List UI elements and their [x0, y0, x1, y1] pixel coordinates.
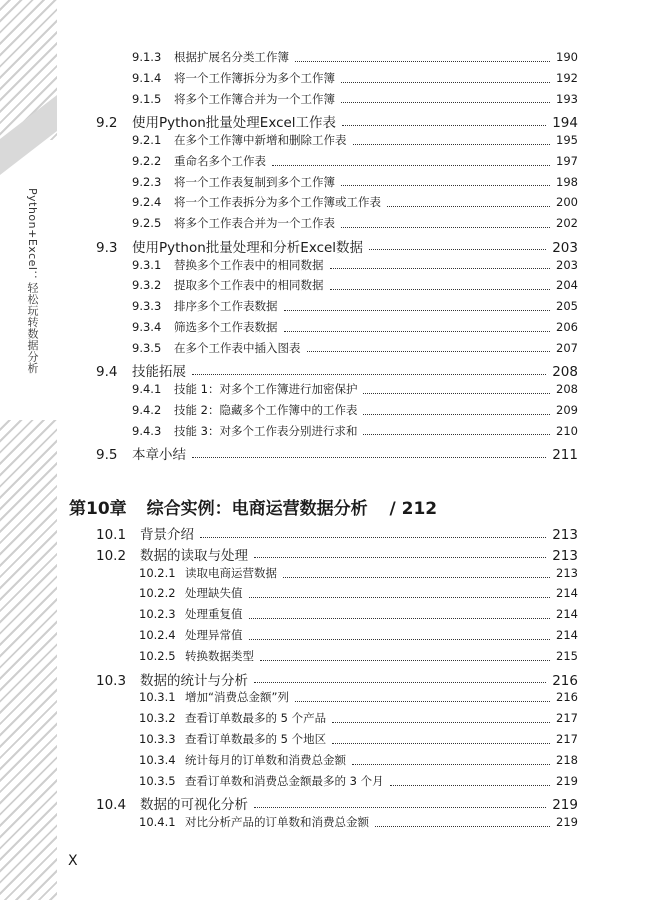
dot-leader — [254, 549, 546, 558]
entry-number: 10.2.1 — [139, 565, 176, 580]
dot-leader — [249, 611, 551, 619]
entry-number: 9.1.4 — [132, 70, 162, 85]
entry-title: 处理缺失值 — [185, 586, 243, 601]
entry-number: 9.3.2 — [132, 278, 162, 293]
chapter-title: 综合实例：电商运营数据分析 — [146, 499, 368, 519]
entry-page: 216 — [556, 690, 578, 705]
entry-number: 10.3.1 — [139, 690, 176, 705]
entry-number: 10.3.3 — [139, 732, 176, 746]
entry-page: 214 — [556, 607, 578, 622]
toc-entry[interactable] — [96, 544, 578, 564]
dot-leader — [284, 324, 551, 332]
entry-page: 204 — [556, 278, 578, 293]
entry-title: 将多个工作表合并为一个工作表 — [174, 216, 335, 230]
entry-page: 216 — [552, 672, 578, 689]
toc-entry[interactable] — [96, 669, 578, 689]
entry-number: 9.5 — [96, 447, 118, 464]
toc-entry[interactable] — [139, 606, 578, 624]
toc-entry[interactable] — [139, 648, 578, 666]
entry-title: 提取多个工作表中的相同数据 — [174, 278, 324, 293]
entry-number: 10.2.4 — [139, 628, 176, 642]
toc-entry[interactable] — [132, 70, 578, 88]
entry-page: 219 — [556, 773, 578, 788]
dot-leader — [341, 179, 550, 187]
entry-page: 217 — [556, 732, 578, 746]
entry-number: 9.3.1 — [132, 257, 162, 272]
toc-entry[interactable] — [132, 132, 578, 150]
dot-leader — [254, 674, 546, 683]
dot-leader — [330, 282, 551, 290]
entry-page: 197 — [556, 153, 578, 168]
entry-title: 查看订单数最多的 5 个地区 — [185, 732, 327, 746]
dot-leader — [330, 262, 551, 270]
toc-entry[interactable] — [96, 111, 578, 131]
toc-entry[interactable] — [132, 174, 578, 192]
dot-leader — [341, 96, 550, 104]
toc-entry[interactable] — [139, 773, 578, 791]
entry-number: 9.3 — [96, 239, 118, 256]
entry-title: 替换多个工作表中的相同数据 — [174, 257, 324, 272]
toc-entry[interactable] — [132, 319, 578, 337]
toc-entry[interactable] — [96, 443, 578, 463]
toc-entry[interactable] — [132, 215, 578, 233]
toc-entry[interactable] — [139, 565, 578, 583]
entry-page: 218 — [556, 752, 578, 767]
chapter-label: 第10章 — [69, 499, 127, 519]
entry-title: 处理异常值 — [185, 628, 243, 642]
entry-number: 9.1.5 — [132, 91, 162, 106]
chapter-page: / 212 — [389, 499, 438, 519]
entry-page: 208 — [552, 364, 578, 381]
dot-leader — [332, 736, 550, 744]
entry-number: 10.2.5 — [139, 648, 176, 663]
entry-title: 将多个工作簿合并为一个工作簿 — [174, 91, 335, 106]
entry-title: 在多个工作簿中新增和删除工作表 — [174, 133, 347, 147]
entry-number: 9.2.2 — [132, 153, 162, 168]
entry-number: 9.2.5 — [132, 216, 162, 230]
dot-leader — [249, 632, 551, 640]
entry-title: 重命名多个工作表 — [174, 153, 266, 168]
entry-page: 194 — [552, 115, 578, 132]
dot-leader — [249, 590, 551, 598]
book-title-vertical: Python+Excel：轻松玩转数据分析 — [26, 188, 39, 374]
entry-page: 192 — [556, 70, 578, 85]
dot-leader — [375, 819, 550, 827]
entry-number: 10.3.2 — [139, 711, 176, 726]
entry-page: 219 — [552, 797, 578, 814]
dot-leader — [260, 653, 550, 661]
dot-leader — [254, 799, 546, 808]
entry-page: 211 — [552, 447, 578, 464]
dot-leader — [363, 407, 550, 415]
toc-entry[interactable] — [132, 49, 578, 67]
entry-number: 9.4 — [96, 364, 118, 381]
entry-title: 读取电商运营数据 — [185, 565, 277, 580]
dot-leader — [284, 303, 551, 311]
entry-page: 203 — [556, 257, 578, 272]
toc-entry[interactable] — [132, 194, 578, 212]
toc-entry[interactable] — [139, 689, 578, 707]
dot-leader — [332, 715, 550, 723]
toc-entry[interactable] — [96, 360, 578, 380]
dot-leader — [295, 694, 550, 702]
entry-page: 213 — [556, 565, 578, 580]
entry-title: 使用Python批量处理和分析Excel数据 — [132, 239, 364, 256]
dot-leader — [353, 137, 551, 145]
toc-entry[interactable] — [139, 814, 578, 832]
entry-title: 技能 2：隐藏多个工作簿中的工作表 — [174, 402, 358, 417]
dot-leader — [283, 570, 550, 578]
toc-entry[interactable] — [139, 710, 578, 728]
dot-leader — [272, 158, 550, 166]
entry-title: 将一个工作表复制到多个工作簿 — [174, 174, 335, 189]
entry-number: 9.3.5 — [132, 340, 162, 355]
entry-number: 10.3.5 — [139, 773, 176, 788]
dot-leader — [307, 345, 551, 353]
entry-number: 9.2 — [96, 115, 118, 132]
entry-title: 技能拓展 — [132, 364, 186, 381]
entry-title: 处理重复值 — [185, 607, 243, 622]
entry-title: 转换数据类型 — [185, 648, 254, 663]
entry-page: 202 — [556, 216, 578, 230]
entry-title: 数据的可视化分析 — [140, 797, 248, 814]
entry-title: 将一个工作表拆分为多个工作簿或工作表 — [174, 195, 381, 210]
entry-number: 10.2.2 — [139, 586, 176, 601]
dot-leader — [341, 75, 550, 83]
entry-page: 214 — [556, 586, 578, 601]
entry-number: 10.4.1 — [139, 815, 176, 830]
entry-title: 排序多个工作表数据 — [174, 299, 278, 313]
entry-number: 9.2.1 — [132, 133, 162, 147]
entry-number: 10.2 — [96, 547, 127, 564]
dot-leader — [390, 778, 550, 786]
toc-entry[interactable] — [132, 298, 578, 316]
dot-leader — [192, 449, 546, 458]
toc-entry[interactable] — [132, 402, 578, 420]
toc-entry[interactable] — [96, 236, 578, 256]
entry-page: 203 — [552, 239, 578, 256]
toc-entry[interactable] — [132, 257, 578, 275]
chapter-heading[interactable] — [69, 494, 437, 519]
entry-number: 10.3.4 — [139, 752, 176, 767]
entry-page: 205 — [556, 299, 578, 313]
dot-leader — [352, 757, 550, 765]
entry-page: 198 — [556, 174, 578, 189]
entry-page: 213 — [552, 547, 578, 564]
entry-number: 9.2.3 — [132, 174, 162, 189]
dot-leader — [341, 220, 550, 228]
entry-title: 对比分析产品的订单数和消费总金额 — [185, 815, 369, 830]
entry-page: 195 — [556, 133, 578, 147]
entry-title: 使用Python批量处理Excel工作表 — [132, 115, 337, 132]
toc-entry[interactable] — [139, 627, 578, 645]
entry-number: 9.3.3 — [132, 299, 162, 313]
entry-page: 206 — [556, 319, 578, 334]
entry-title: 在多个工作表中插入图表 — [174, 340, 301, 355]
toc-entry[interactable] — [139, 731, 578, 749]
toc-entry[interactable] — [139, 585, 578, 603]
entry-number: 10.3 — [96, 672, 127, 689]
toc-entry[interactable] — [139, 752, 578, 770]
entry-page: 200 — [556, 195, 578, 210]
dot-leader — [295, 54, 550, 62]
dot-leader — [369, 241, 546, 250]
entry-title: 根据扩展名分类工作簿 — [174, 50, 289, 64]
entry-number: 10.2.3 — [139, 607, 176, 622]
entry-page: 207 — [556, 340, 578, 355]
entry-title: 筛选多个工作表数据 — [174, 319, 278, 334]
entry-number: 9.2.4 — [132, 195, 162, 210]
dot-leader — [200, 528, 546, 537]
toc-entry[interactable] — [132, 423, 578, 441]
dot-leader — [387, 199, 550, 207]
entry-page: 209 — [556, 402, 578, 417]
entry-title: 技能 3：对多个工作表分别进行求和 — [174, 423, 358, 438]
entry-number: 9.1.3 — [132, 50, 162, 64]
entry-page: 214 — [556, 628, 578, 642]
entry-title: 技能 1：对多个工作簿进行加密保护 — [174, 382, 358, 396]
entry-title: 查看订单数和消费总金额最多的 3 个月 — [185, 773, 384, 788]
entry-page: 193 — [556, 91, 578, 106]
entry-title: 查看订单数最多的 5 个产品 — [185, 711, 327, 726]
entry-title: 背景介绍 — [140, 527, 194, 543]
dot-leader — [363, 386, 550, 394]
toc-entry[interactable] — [132, 277, 578, 295]
entry-page: 210 — [556, 423, 578, 438]
entry-page: 217 — [556, 711, 578, 726]
entry-title: 本章小结 — [132, 447, 186, 464]
toc-entry[interactable] — [132, 381, 578, 399]
page-number: X — [68, 853, 78, 869]
entry-number: 10.4 — [96, 797, 127, 814]
toc-entry[interactable] — [132, 153, 578, 171]
toc-entry[interactable] — [96, 793, 578, 813]
entry-number: 9.4.2 — [132, 402, 162, 417]
dot-leader — [363, 428, 550, 436]
entry-title: 增加“消费总金额”列 — [185, 690, 289, 705]
entry-number: 9.4.3 — [132, 423, 162, 438]
entry-title: 数据的统计与分析 — [140, 672, 248, 689]
dot-leader — [342, 117, 546, 126]
entry-title: 统计每月的订单数和消费总金额 — [185, 752, 346, 767]
toc-entry[interactable] — [132, 340, 578, 358]
entry-page: 219 — [556, 815, 578, 830]
entry-page: 213 — [552, 527, 578, 543]
entry-number: 10.1 — [96, 527, 127, 543]
entry-title: 将一个工作簿拆分为多个工作簿 — [174, 70, 335, 85]
entry-page: 215 — [556, 648, 578, 663]
entry-page: 208 — [556, 382, 578, 396]
toc-entry[interactable] — [132, 91, 578, 109]
dot-leader — [192, 366, 546, 375]
entry-number: 9.4.1 — [132, 382, 162, 396]
entry-title: 数据的读取与处理 — [140, 547, 248, 564]
entry-number: 9.3.4 — [132, 319, 162, 334]
entry-page: 190 — [556, 50, 578, 64]
toc-entry[interactable] — [96, 523, 578, 543]
